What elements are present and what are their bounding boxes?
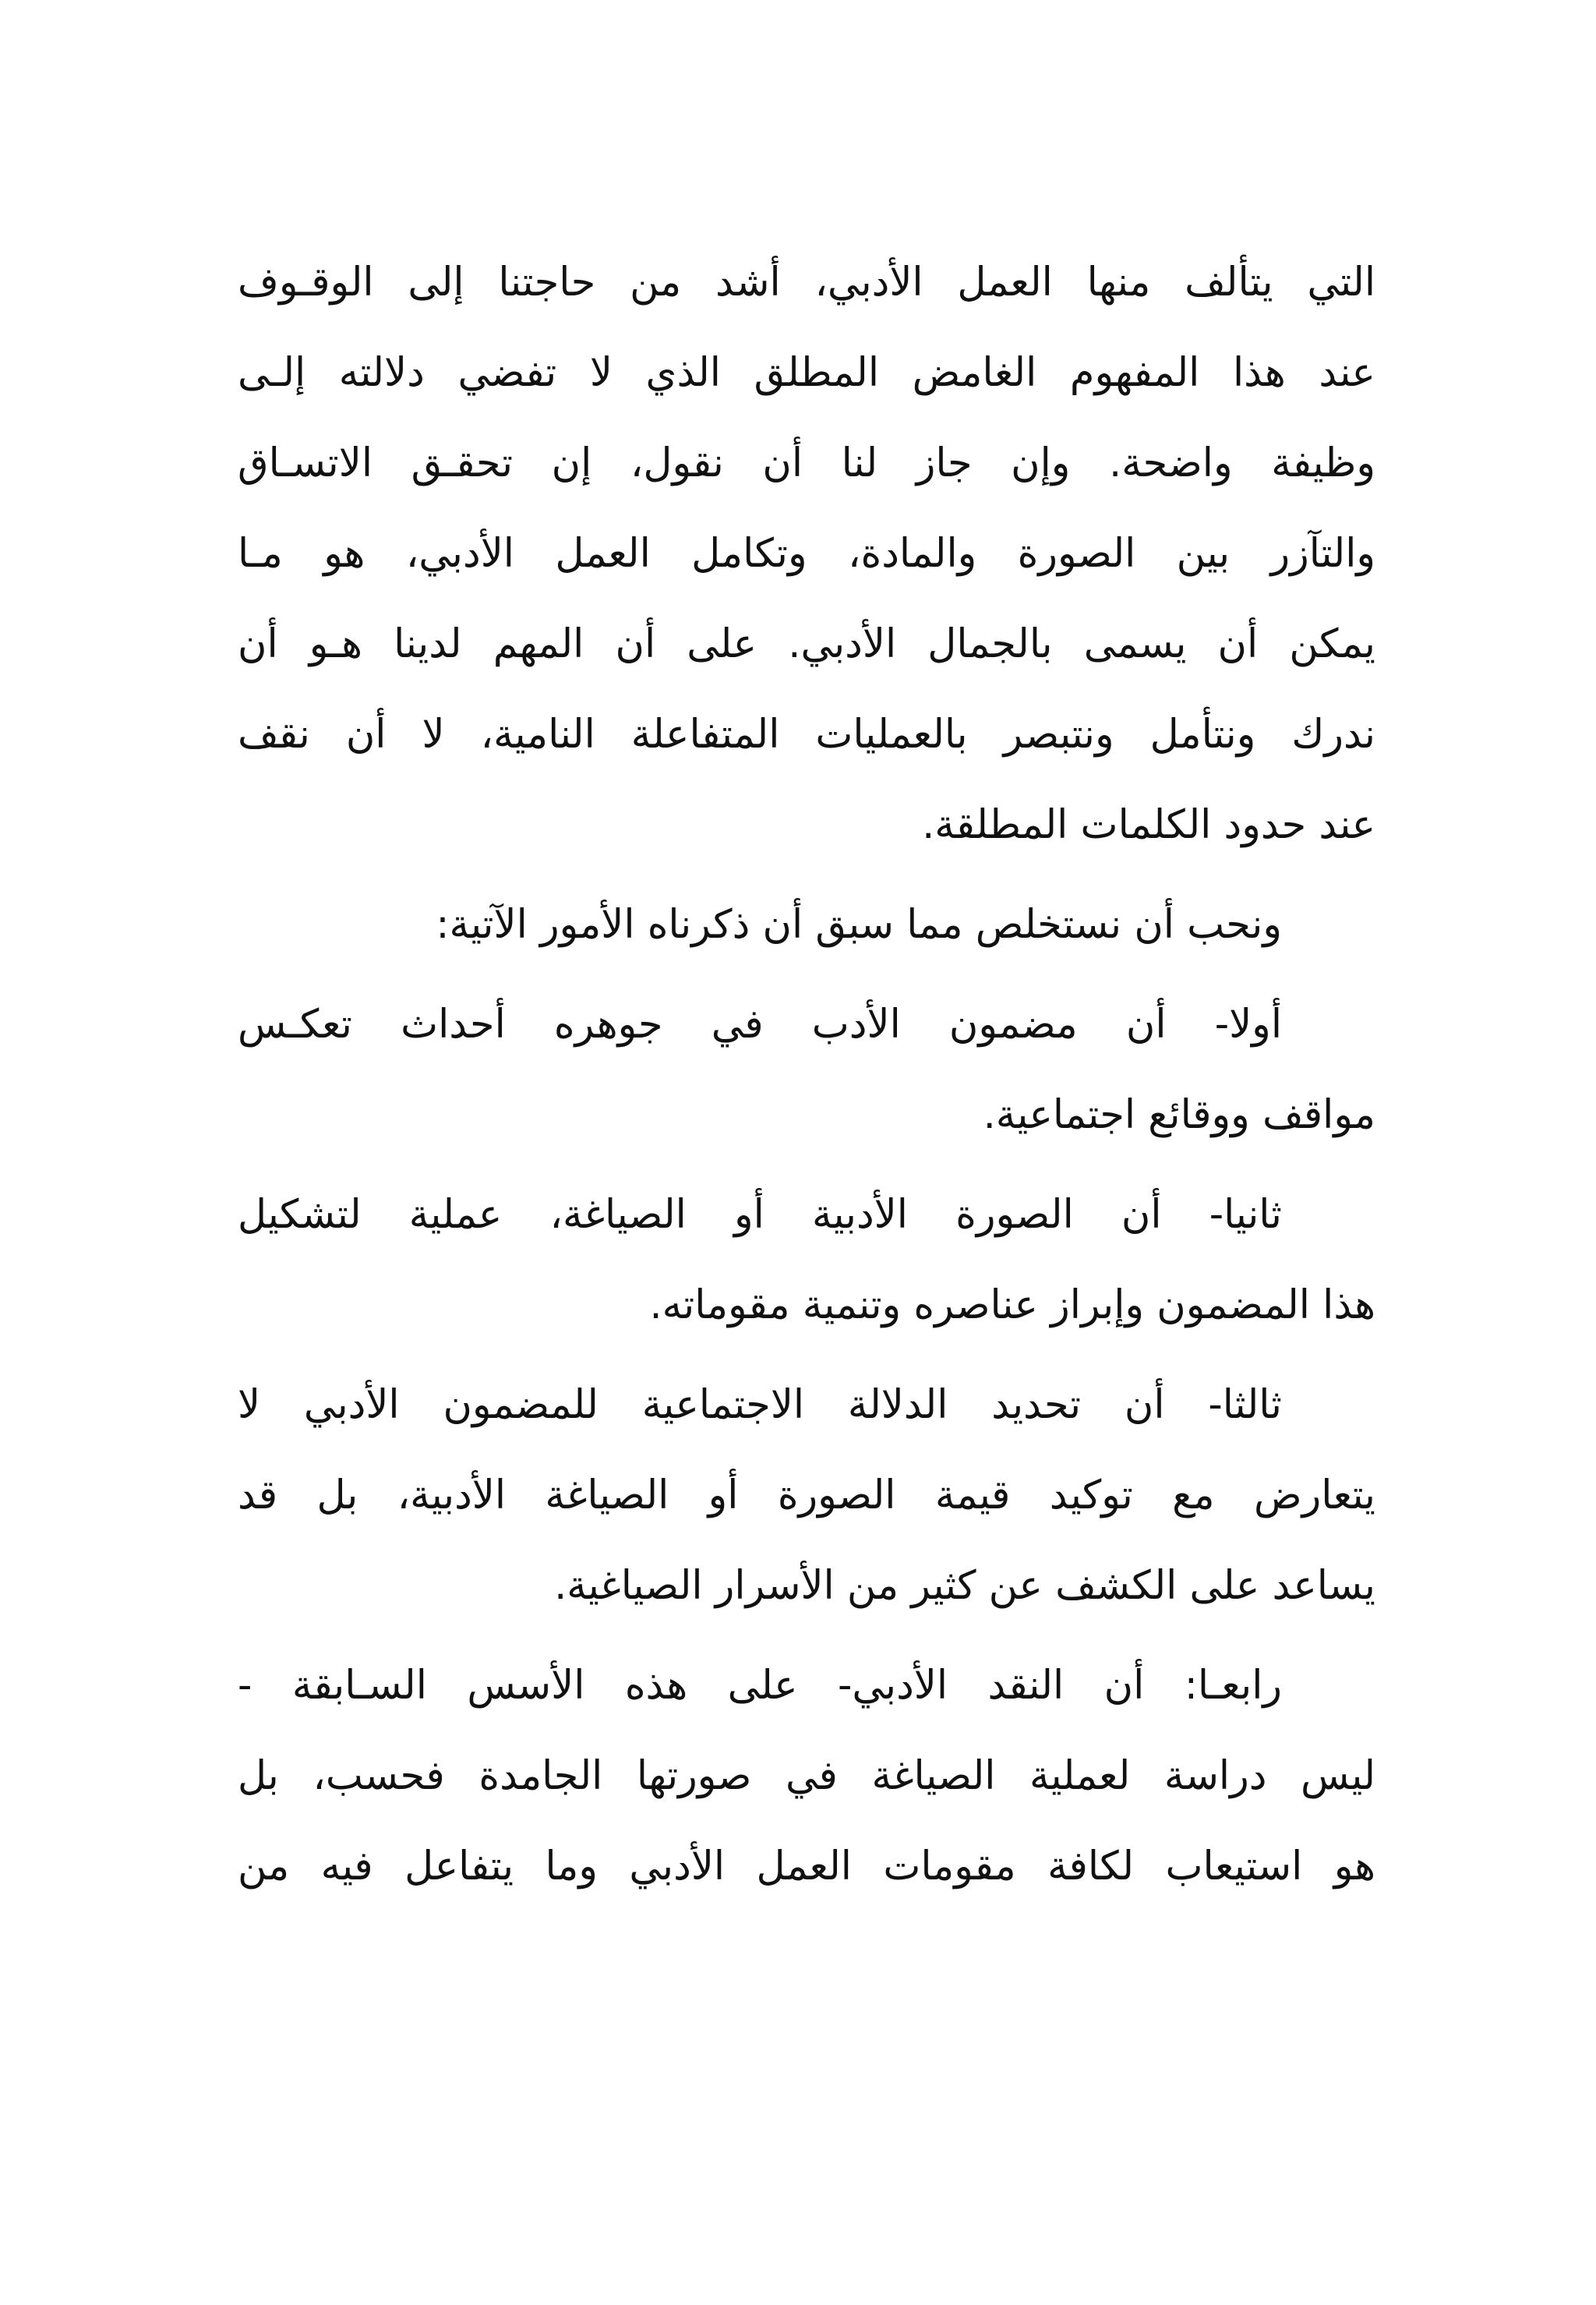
text-line: يمكن أن يسمى بالجمال الأدبي. على أن المهم لدينا هـو أن [238,621,1375,667]
text-line: ليس دراسة لعملية الصياغة في صورتها الجامدة فحسب، بل [238,1753,1375,1799]
text-line: والتآزر بين الصورة والمادة، وتكامل العمل الأدبي، هو مـا [238,531,1375,577]
paragraph-4 [238,1170,1375,1351]
text-line: يساعد على الكشف عن كثير من الأسرار الصياغية. [554,1563,1375,1609]
body-text [238,238,1375,1912]
text-line: هذا المضمون وإبراز عناصره وتنمية مقوماته. [649,1282,1375,1328]
paragraph-5 [238,1360,1375,1632]
text-line: وظيفة واضحة. وإن جاز لنا أن نقول، إن تحقـق الاتسـاق [238,440,1375,486]
text-line: هو استيعاب لكافة مقومات العمل الأدبي وما يتفاعل فيه من [238,1844,1375,1890]
text-line: عند حدود الكلمات المطلقة. [922,802,1375,848]
paragraph-1 [238,238,1375,871]
paragraph-3 [238,980,1375,1161]
text-line: عند هذا المفهوم الغامض المطلق الذي لا تفضي دلالته إلـى [238,350,1375,396]
paragraph-2 [238,880,1375,970]
text-line: رابعـا: أن النقد الأدبي- على هذه الأسس السـابقة - [238,1663,1282,1709]
text-line: ونحب أن نستخلص مما سبق أن ذكرناه الأمور الآتية: [436,902,1282,948]
text-line: أولا- أن مضمون الأدب في جوهره أحداث تعكـس [238,1002,1282,1048]
paragraph-6 [238,1641,1375,1912]
text-line: ثانيا- أن الصورة الأدبية أو الصياغة، عملية لتشكيل [238,1192,1282,1238]
text-line: ندرك ونتأمل ونتبصر بالعمليات المتفاعلة النامية، لا أن نقف [238,712,1375,758]
text-line: يتعارض مع توكيد قيمة الصورة أو الصياغة الأدبية، بل قد [238,1472,1375,1518]
text-line: التي يتألف منها العمل الأدبي، أشد من حاجتنا إلى الوقـوف [238,260,1375,306]
text-line: ثالثا- أن تحديد الدلالة الاجتماعية للمضمون الأدبي لا [238,1382,1282,1428]
text-line: مواقف ووقائع اجتماعية. [983,1092,1375,1138]
